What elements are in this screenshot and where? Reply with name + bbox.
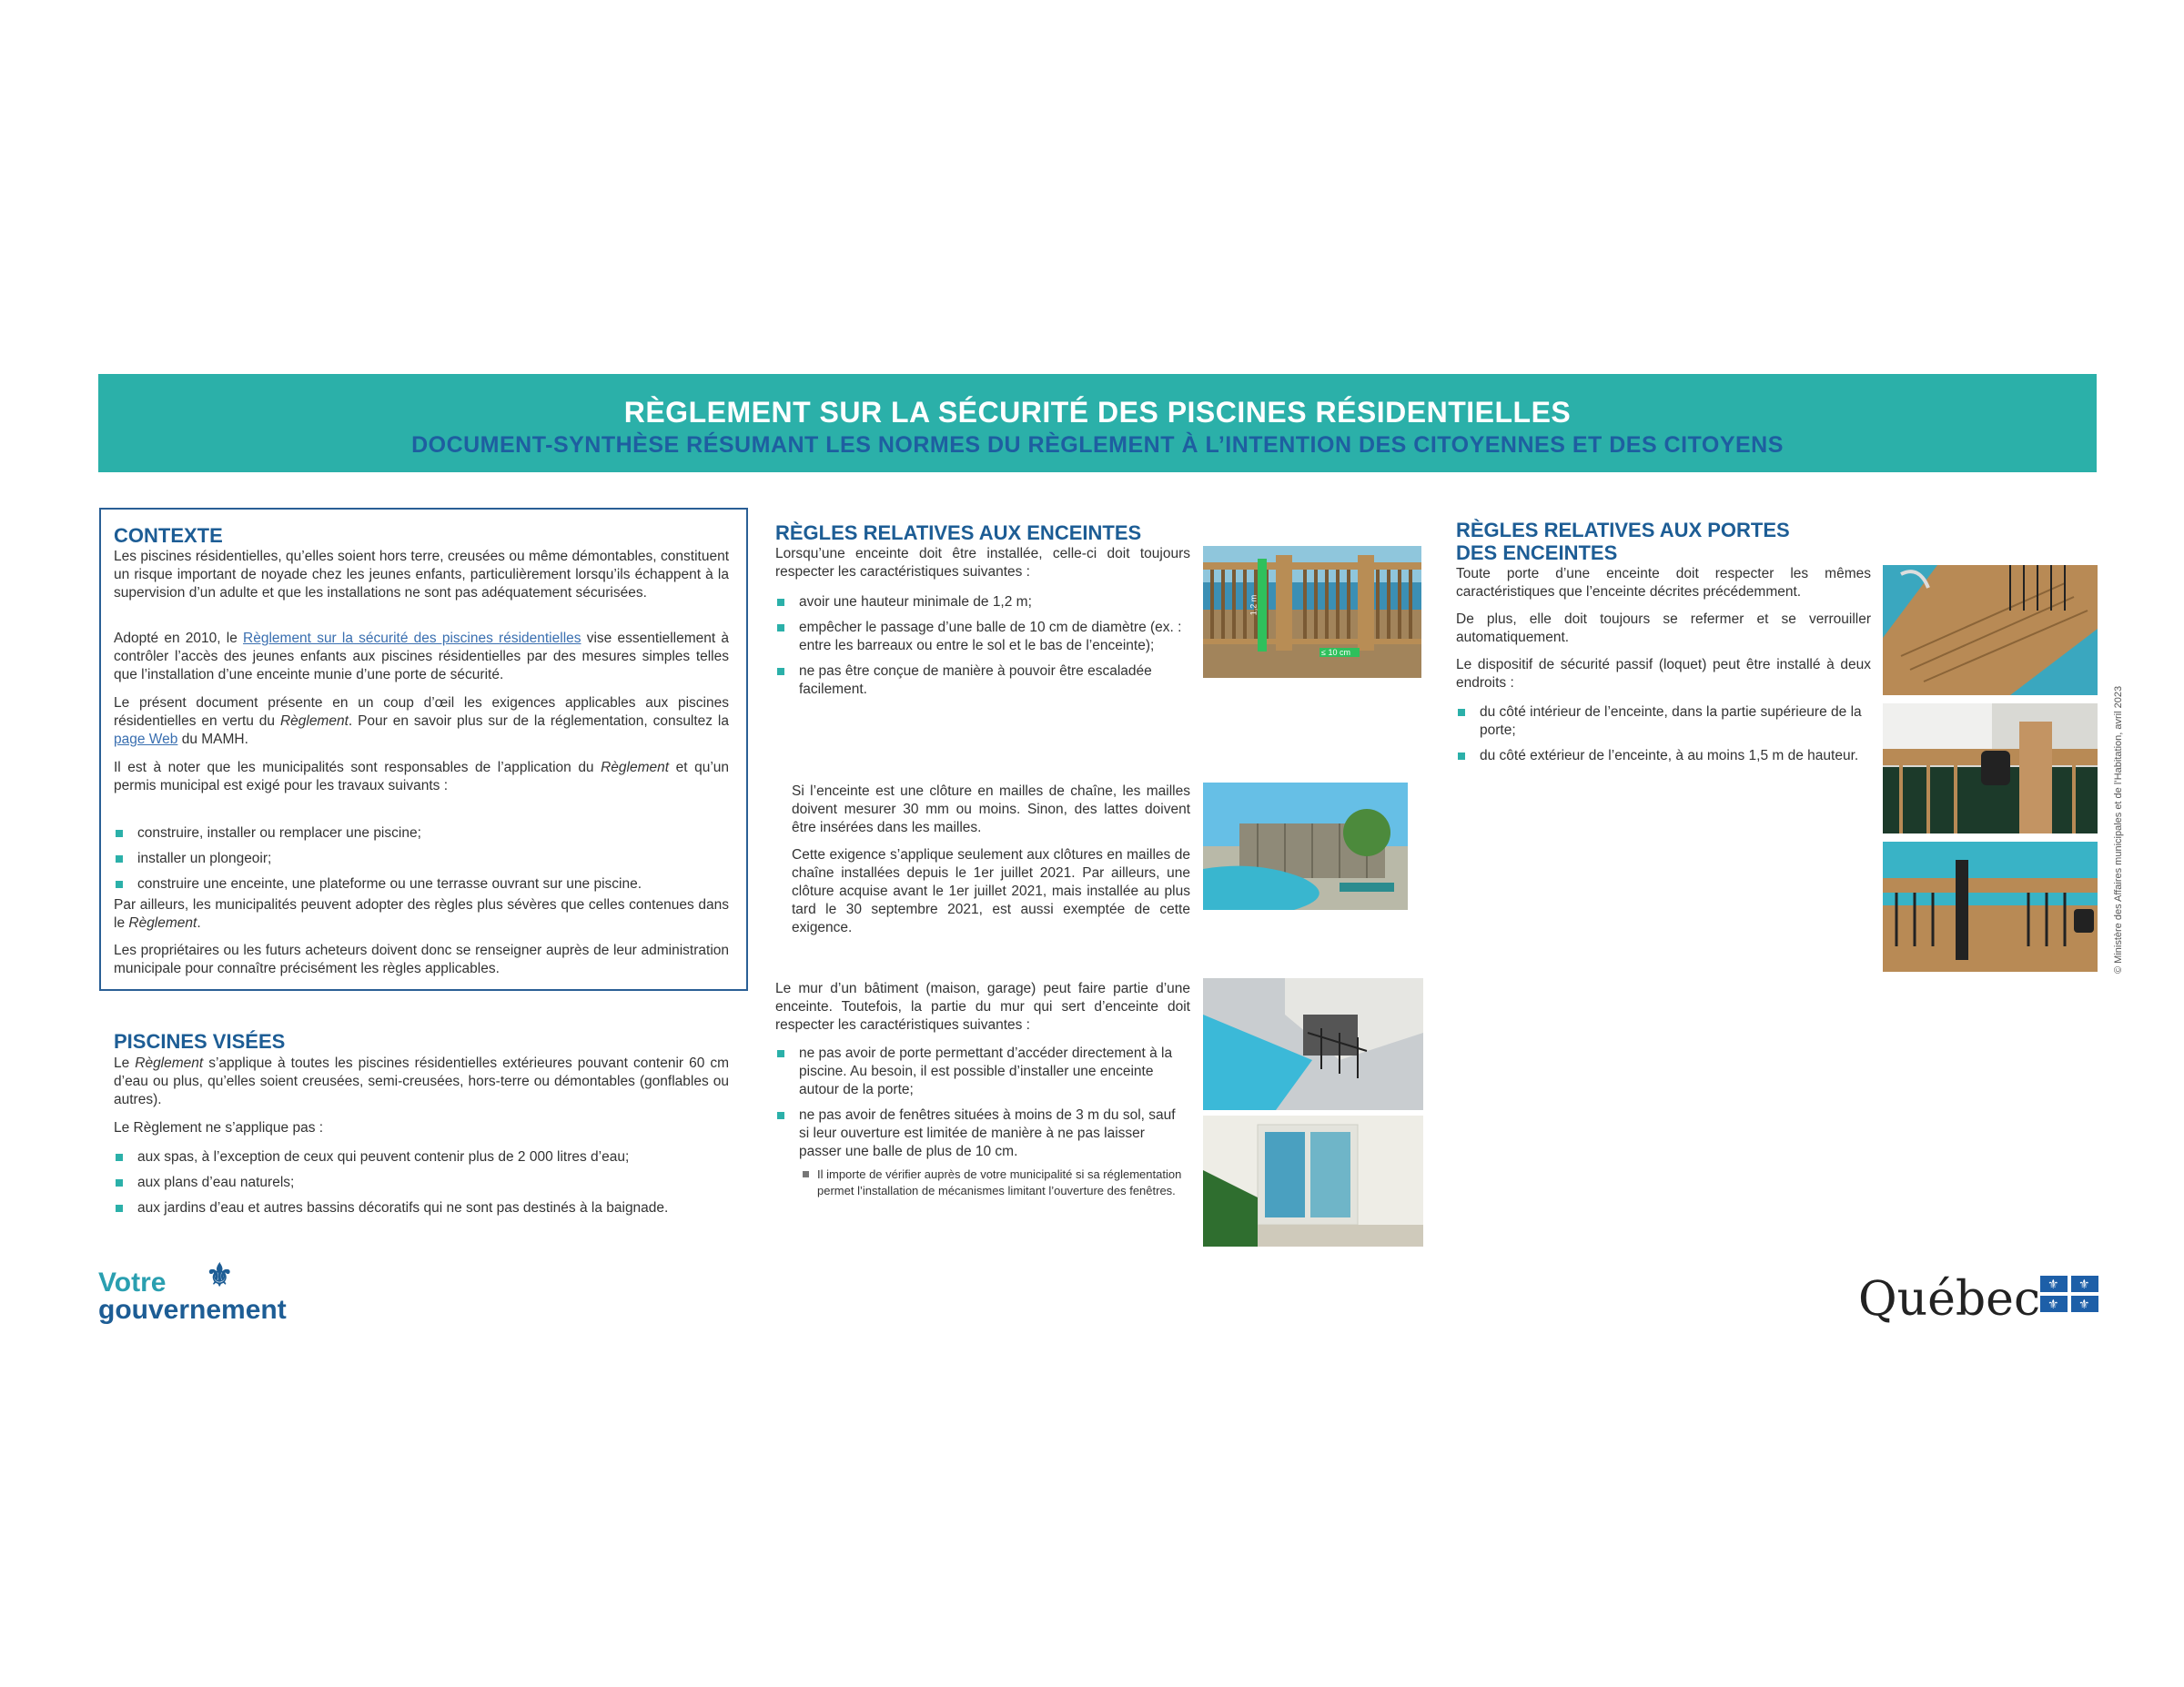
list-item: Il importe de vérifier auprès de votre municipalité si sa réglementation permet l’installation de mécanismes limitant l’ouverture des fenêtres. — [801, 1167, 1183, 1199]
list-item: construire une enceinte, une plateforme ou une terrasse ouvrant sur une piscine. — [114, 875, 733, 894]
wall-list — [775, 1045, 1188, 1168]
fleur-icon: ⚜ — [2078, 1297, 2090, 1311]
contexte-paragraph-6: Les propriétaires ou les futurs acheteurs doivent donc se renseigner auprès de leur administration municipale pour connaître précisément les règles applicables. — [114, 943, 729, 976]
enceintes-list — [775, 593, 1188, 706]
list-item: empêcher le passage d’une balle de 10 cm de diamètre (ex. : entre les barreaux ou entre le sol et le bas de l’enceinte); — [775, 619, 1188, 655]
piscines-title: PISCINES VISÉES — [114, 1030, 286, 1053]
contexte-paragraph-5 — [114, 896, 729, 933]
chain-paragraph-1: Si l’enceinte est une clôture en mailles de chaîne, les mailles doivent mesurer 30 mm ou moins. Sinon, des lattes doivent être insérées dans les mailles. — [792, 783, 1190, 835]
text: Il est à noter que les municipalités sont responsables de l’application du — [114, 760, 602, 775]
votre-gouvernement-logo — [98, 1258, 287, 1325]
list-item: avoir une hauteur minimale de 1,2 m; — [775, 593, 1188, 611]
gate-latch-illustration — [1883, 703, 2098, 833]
gap-label: ≤ 10 cm — [1321, 648, 1350, 657]
reglement-link[interactable]: Règlement sur la sécurité des piscines résidentielles — [243, 631, 581, 646]
portes-paragraph-3: Le dispositif de sécurité passif (loquet) peut être installé à deux endroits : — [1456, 657, 1871, 691]
list-item: aux spas, à l’exception de ceux qui peuvent contenir plus de 2 000 litres d’eau; — [114, 1148, 742, 1167]
contexte-title: CONTEXTE — [114, 524, 223, 547]
text: Règlement — [135, 1056, 204, 1071]
quebec-flag-icon — [2040, 1276, 2098, 1312]
exclusion-list — [114, 1148, 742, 1225]
fence-illustration — [1203, 546, 1421, 678]
text: du MAMH. — [177, 732, 248, 747]
permit-list — [114, 824, 733, 901]
list-item: construire, installer ou remplacer une piscine; — [114, 824, 733, 843]
contexte-paragraph-1: Les piscines résidentielles, qu’elles soient hors terre, creusées ou même démontables, constituent un risque important de noyade chez les jeunes enfants, particulièrement lorsqu’ils échappent à la supervision d’un adulte et que les installations ne sont pas adéquatement sécurisées. — [114, 549, 729, 601]
portes-paragraph-1: Toute porte d’une enceinte doit respecter les mêmes caractéristiques que l’enceinte décrites précédemment. — [1456, 566, 1871, 600]
text: vise essentiellement à contrôler l’accès des jeunes enfants aux piscines résidentielles par des mesures simples telles que l’installation d’une enceinte munie d’une porte de sécurité. — [114, 631, 729, 682]
page-web-link[interactable]: page Web — [114, 732, 178, 747]
enceintes-intro: Lorsqu’une enceinte doit être installée, celle-ci doit toujours respecter les caractéristiques suivantes : — [775, 546, 1190, 580]
house-wall-illustration — [1203, 978, 1423, 1110]
piscines-paragraph-1 — [114, 1055, 729, 1109]
list-item: aux plans d’eau naturels; — [114, 1174, 742, 1192]
logo-line-2: gouvernement — [98, 1295, 287, 1325]
fleur-icon: ⚜ — [2048, 1297, 2059, 1311]
piscines-paragraph-2: Le Règlement ne s’applique pas : — [114, 1120, 324, 1136]
wall-sub-list — [801, 1167, 1183, 1199]
logo-line-1: Votre — [98, 1268, 167, 1298]
portes-paragraph-2: De plus, elle doit toujours se refermer et se verrouiller automatiquement. — [1456, 611, 1871, 645]
gate-deck-illustration — [1883, 565, 2098, 695]
text: Le présent document présente en un coup d’œil les exigences applicables aux piscines résidentielles en vertu du — [114, 695, 729, 729]
text: et qu’un permis municipal est exigé pour les travaux suivants : — [114, 760, 730, 793]
list-item: ne pas être conçue de manière à pouvoir être escaladée facilement. — [775, 662, 1188, 699]
list-item: du côté extérieur de l’enceinte, à au moins 1,5 m de hauteur. — [1456, 747, 1875, 765]
copyright-credit — [2113, 591, 2128, 974]
quebec-logo: Québec — [1858, 1272, 2041, 1327]
gate-exterior-illustration — [1883, 842, 2098, 972]
enceintes-title: RÈGLES RELATIVES AUX ENCEINTES — [775, 521, 1142, 544]
document-title: RÈGLEMENT SUR LA SÉCURITÉ DES PISCINES RÉSIDENTIELLES — [623, 396, 1572, 429]
header-banner — [98, 374, 2097, 472]
text: s’applique à toutes les piscines résidentielles extérieures pouvant contenir 60 cm d’eau ou plus, qu’elles soient creusées, semi-creusées, hors-terre ou démontables (gonflables ou autres). — [114, 1056, 729, 1107]
portes-list — [1456, 703, 1875, 773]
wall-intro: Le mur d’un bâtiment (maison, garage) peut faire partie d’une enceinte. Toutefois, la partie du mur qui sert d’enceinte doit respecter les caractéristiques suivantes : — [775, 981, 1190, 1033]
fleur-icon: ⚜ — [206, 1258, 234, 1293]
text: Le — [114, 1056, 136, 1071]
portes-title-line-2: DES ENCEINTES — [1456, 541, 1618, 564]
credit-text: © Ministère des Affaires municipales et de l’Habitation, avril 2023 — [2113, 685, 2124, 974]
text: Adopté en 2010, le — [114, 631, 244, 646]
list-item: ne pas avoir de fenêtres situées à moins de 3 m du sol, sauf si leur ouverture est limitée de manière à ne pas laisser passer une balle de plus de 10 cm. — [775, 1106, 1188, 1161]
chain-paragraph-2: Cette exigence s’applique seulement aux clôtures en mailles de chaîne installées depuis le 1er juillet 2021. Par ailleurs, une clôture acquise avant le 1er juillet 2021, mais installée au plus tard le 30 septembre 2021, est aussi exemptée de cette exigence. — [792, 847, 1190, 935]
portes-title-line-1: RÈGLES RELATIVES AUX PORTES — [1456, 519, 1790, 541]
window-illustration — [1203, 1116, 1423, 1247]
text: Règlement — [279, 713, 349, 729]
height-label: 1,2 m — [1249, 594, 1259, 616]
list-item: ne pas avoir de porte permettant d’accéder directement à la piscine. Au besoin, il est possible d’installer une enceinte autour de la porte; — [775, 1045, 1188, 1099]
contexte-paragraph-2 — [114, 630, 729, 684]
list-item: aux jardins d’eau et autres bassins décoratifs qui ne sont pas destinés à la baignade. — [114, 1199, 742, 1217]
text: . Pour en savoir plus sur de la réglementation, consultez la — [348, 713, 729, 729]
fleur-icon: ⚜ — [2078, 1277, 2090, 1291]
contexte-paragraph-3 — [114, 694, 729, 749]
text: . — [197, 915, 201, 931]
chain-fence-illustration — [1203, 783, 1408, 910]
contexte-paragraph-4 — [114, 759, 729, 795]
text: Règlement — [128, 915, 197, 931]
list-item: du côté intérieur de l’enceinte, dans la partie supérieure de la porte; — [1456, 703, 1875, 740]
list-item: installer un plongeoir; — [114, 850, 733, 868]
text: Règlement — [601, 760, 670, 775]
document-subtitle: DOCUMENT-SYNTHÈSE RÉSUMANT LES NORMES DU RÈGLEMENT À L’INTENTION DES CITOYENNES ET DES CITOYENS — [411, 432, 1784, 458]
fleur-icon: ⚜ — [2048, 1277, 2059, 1291]
text: Par ailleurs, les municipalités peuvent adopter des règles plus sévères que celles contenues dans le — [114, 897, 729, 931]
